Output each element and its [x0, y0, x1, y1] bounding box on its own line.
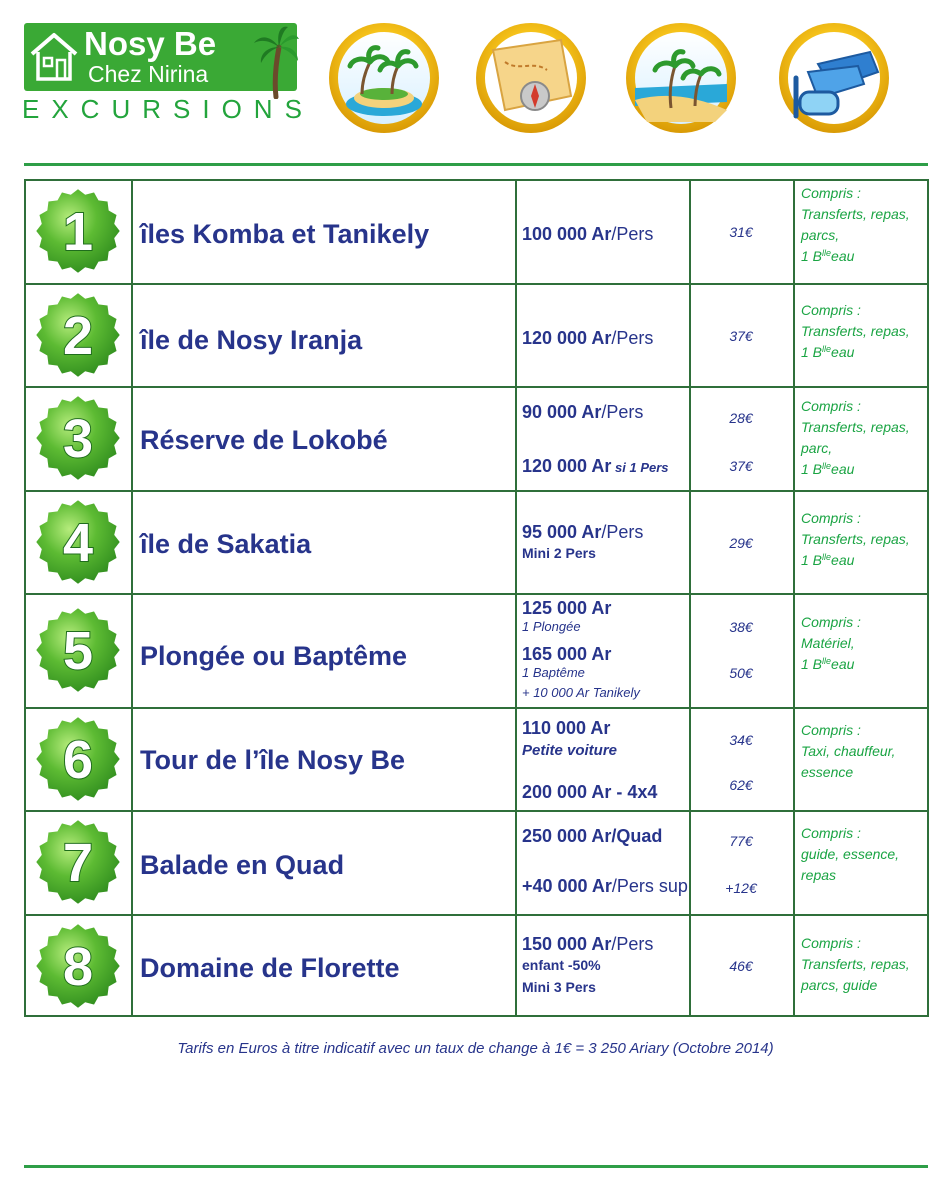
name-cell: [131, 179, 517, 283]
included-list: [801, 508, 927, 571]
palm-island-icon: [328, 22, 440, 134]
price-line: Mini 3 Pers: [522, 979, 596, 995]
price-value: 120 000 Ar: [522, 456, 612, 476]
price-euro-cell: [689, 707, 795, 810]
name-cell: [131, 593, 517, 707]
bottle-water: eau: [831, 461, 855, 477]
brand-subtitle: Chez Nirina: [88, 61, 209, 87]
included-cell: [793, 386, 929, 490]
bottle-abbrev-sup: lle: [822, 656, 832, 666]
price-line: Petite voiture: [522, 742, 618, 759]
bottle-abbrev-sup: lle: [822, 344, 832, 354]
included-list: [801, 720, 927, 783]
number-cell: [24, 490, 133, 593]
included-cell: [793, 283, 929, 386]
number-cell: [24, 914, 133, 1017]
column-divider: [793, 179, 795, 1017]
column-divider: [24, 179, 26, 1017]
price-euro-cell: [689, 593, 795, 707]
included-cell: [793, 593, 929, 707]
included-item: parcs,: [801, 227, 840, 243]
price-euro-cell: [689, 179, 795, 283]
included-item: Matériel,: [801, 635, 855, 651]
price-ariary-cell: [515, 810, 691, 914]
bottom-divider: [24, 1165, 928, 1168]
bottle-count: 1 B: [801, 552, 823, 568]
included-cell: [793, 810, 929, 914]
included-heading: Compris :: [801, 935, 861, 951]
price-ariary-cell: [515, 283, 691, 386]
number-badge: [34, 498, 122, 586]
brand-title: Nosy Be: [84, 25, 217, 62]
price-ariary-cell: [515, 914, 691, 1017]
included-list: [801, 183, 927, 267]
badge-number: 6: [62, 730, 94, 790]
snorkel-mask-fins-icon: [778, 22, 890, 134]
included-item: essence: [801, 764, 854, 780]
included-list: [801, 300, 927, 363]
price-value: 150 000 Ar: [522, 934, 612, 954]
price-euro: 37€: [729, 328, 753, 344]
price-unit: si 1 Pers: [611, 460, 669, 475]
included-list: [801, 396, 927, 480]
price-value: +40 000 Ar: [522, 876, 612, 896]
price-ariary-cell: [515, 490, 691, 593]
bottle-abbrev-sup: lle: [822, 461, 832, 471]
excursion-name: Plongée ou Baptême: [140, 641, 408, 671]
included-cell: [793, 707, 929, 810]
price-line: [522, 875, 688, 897]
bottle-water: eau: [831, 248, 855, 264]
price-euro-cell: [689, 914, 795, 1017]
price-unit: /Pers: [611, 328, 654, 348]
excursion-name: Balade en Quad: [140, 850, 345, 880]
badge-number: 7: [62, 833, 94, 893]
top-divider: [24, 163, 928, 166]
included-cell: [793, 179, 929, 283]
excursion-name: Réserve de Lokobé: [140, 425, 388, 455]
price-euro: 62€: [729, 777, 753, 793]
price-euro-cell: [689, 490, 795, 593]
price-value: 90 000 Ar: [522, 402, 602, 422]
price-ariary-cell: [515, 386, 691, 490]
price-ariary-cell: [515, 707, 691, 810]
name-cell: [131, 490, 517, 593]
included-item: Transferts, repas,: [801, 956, 910, 972]
bottle-count: 1 B: [801, 248, 823, 264]
price-value: 95 000 Ar: [522, 522, 602, 542]
price-unit: /Pers: [601, 402, 644, 422]
included-list: [801, 823, 927, 886]
price-euro: 31€: [729, 224, 753, 240]
included-item: Transferts, repas,: [801, 206, 910, 222]
excursion-name: île de Sakatia: [140, 529, 312, 559]
number-badge: [34, 818, 122, 906]
price-euro: 29€: [729, 535, 753, 551]
number-cell: [24, 386, 133, 490]
price-line: [522, 223, 653, 245]
included-heading: Compris :: [801, 185, 861, 201]
price-line: 165 000 Ar: [522, 644, 612, 664]
column-divider: [689, 179, 691, 1017]
included-item: parc,: [801, 440, 833, 456]
column-divider: [131, 179, 133, 1017]
included-water-bottle: [801, 550, 927, 571]
price-line: 1 Plongée: [522, 619, 581, 634]
included-heading: Compris :: [801, 825, 861, 841]
price-line: Mini 2 Pers: [522, 545, 596, 561]
name-cell: [131, 810, 517, 914]
included-heading: Compris :: [801, 614, 861, 630]
included-item: Transferts, repas,: [801, 323, 910, 339]
price-euro: 38€: [729, 619, 753, 635]
excursion-name: Domaine de Florette: [140, 953, 400, 983]
bottle-count: 1 B: [801, 344, 823, 360]
palm-tree-icon: [252, 25, 300, 99]
price-unit: /Pers: [601, 522, 644, 542]
price-line: 250 000 Ar/Quad: [522, 826, 663, 846]
price-euro: 50€: [729, 665, 753, 681]
price-euro-cell: [689, 386, 795, 490]
excursion-name: Tour de l’île Nosy Be: [140, 745, 406, 775]
included-item: Transferts, repas,: [801, 419, 910, 435]
badge-number: 5: [62, 621, 94, 681]
price-euro: 28€: [729, 410, 753, 426]
column-divider: [515, 179, 517, 1017]
included-item: parcs, guide: [801, 977, 878, 993]
price-value: 100 000 Ar: [522, 224, 612, 244]
included-list: [801, 933, 927, 996]
bottle-count: 1 B: [801, 656, 823, 672]
bottle-count: 1 B: [801, 461, 823, 477]
exchange-rate-note: Tarifs en Euros à titre indicatif avec un taux de change à 1€ = 3 250 Ariary (Octobre 2014): [177, 1040, 774, 1057]
number-badge: [34, 715, 122, 803]
included-list: [801, 612, 927, 675]
price-line: [522, 327, 653, 349]
price-line: [522, 933, 653, 955]
included-water-bottle: [801, 654, 927, 675]
included-item: Transferts, repas,: [801, 531, 910, 547]
included-heading: Compris :: [801, 302, 861, 318]
price-ariary-cell: [515, 593, 691, 707]
price-unit: /Pers sup: [611, 876, 688, 896]
included-heading: Compris :: [801, 722, 861, 738]
price-line: + 10 000 Ar Tanikely: [522, 685, 640, 700]
price-euro: 34€: [729, 732, 753, 748]
included-item: Taxi, chauffeur,: [801, 743, 896, 759]
price-euro: 77€: [729, 833, 753, 849]
price-ariary-cell: [515, 179, 691, 283]
price-euro-cell: [689, 810, 795, 914]
price-line: 110 000 Ar: [522, 718, 611, 738]
price-line: [522, 455, 669, 479]
badge-number: 2: [62, 306, 94, 366]
bottle-water: eau: [831, 344, 855, 360]
bottle-abbrev-sup: lle: [822, 552, 832, 562]
price-line: enfant -50%: [522, 957, 601, 973]
badge-number: 8: [62, 937, 94, 997]
number-badge: [34, 922, 122, 1010]
included-heading: Compris :: [801, 510, 861, 526]
name-cell: [131, 914, 517, 1017]
bottle-water: eau: [831, 552, 855, 568]
included-item: guide, essence,: [801, 846, 900, 862]
included-cell: [793, 490, 929, 593]
price-line: [522, 521, 643, 543]
logo-panel: [24, 23, 297, 91]
excursion-name: îles Komba et Tanikely: [140, 219, 430, 249]
price-unit: /Pers: [611, 934, 654, 954]
number-cell: [24, 810, 133, 914]
column-divider: [927, 179, 929, 1017]
number-badge: [34, 606, 122, 694]
number-badge: [34, 187, 122, 275]
included-water-bottle: [801, 459, 927, 480]
badge-number: 3: [62, 409, 94, 469]
included-cell: [793, 914, 929, 1017]
name-cell: [131, 386, 517, 490]
number-badge: [34, 394, 122, 482]
palm-beach-icon: [625, 22, 737, 134]
price-unit: /Pers: [611, 224, 654, 244]
price-euro: +12€: [725, 880, 757, 896]
price-euro-cell: [689, 283, 795, 386]
number-cell: [24, 179, 133, 283]
number-cell: [24, 283, 133, 386]
bottle-abbrev-sup: lle: [822, 248, 832, 258]
included-heading: Compris :: [801, 398, 861, 414]
name-cell: [131, 283, 517, 386]
price-value: 120 000 Ar: [522, 328, 612, 348]
bottle-water: eau: [831, 656, 855, 672]
number-cell: [24, 707, 133, 810]
badge-number: 1: [62, 202, 94, 262]
badge-number: 4: [62, 513, 94, 573]
number-badge: [34, 291, 122, 379]
treasure-map-compass-icon: [475, 22, 587, 134]
price-line: 125 000 Ar: [522, 598, 612, 618]
number-cell: [24, 593, 133, 707]
price-line: 200 000 Ar - 4x4: [522, 782, 658, 802]
included-water-bottle: [801, 246, 927, 267]
included-item: repas: [801, 867, 837, 883]
price-line: [522, 401, 643, 423]
section-title: EXCURSIONS: [22, 94, 314, 124]
price-euro: 46€: [729, 958, 753, 974]
included-water-bottle: [801, 342, 927, 363]
excursions-table: [24, 179, 929, 1017]
price-line: 1 Baptême: [522, 665, 585, 680]
price-euro: 37€: [729, 458, 753, 474]
house-icon: [29, 30, 79, 84]
name-cell: [131, 707, 517, 810]
excursion-name: île de Nosy Iranja: [140, 325, 363, 355]
